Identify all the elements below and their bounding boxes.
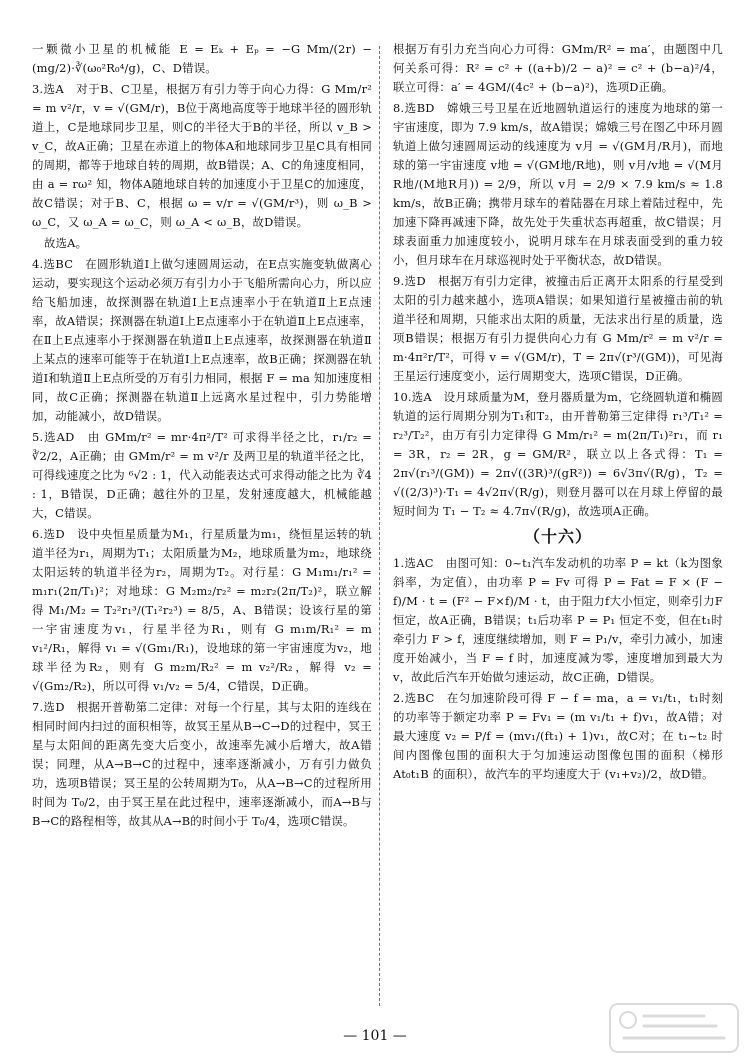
column-divider (379, 46, 380, 1006)
answer-6: 6.选D 设中央恒星质量为M₁，行星质量为m₁，绕恒星运转的轨道半径为r₁，周期为T₁；太阳质量为M₂，地球质量为m₂，地球绕太阳运转的轨道半径为r₂，周期为T₂。对行星：G M₁m₁/r₁² = m₁r₁(2π/T₁)²；对地球：G M₂m₂/r₂² = m₂r₂(2π/T₂)²，联立解得 M₁/M₂ = T₂²r₁³/(T₁²r₂³) = 8/5，A、B错误；设该行星的第一宇宙速度为v₁，行星半径为R₁，则有 G m₁m/R₁² = m v₁²/R₁，解得 v₁ = √(Gm₁/R₁)，设地球的第一宇宙速度为v₂，地球半径为R₂，则有 G m₂m/R₂² = m v₂²/R₂，解得 v₂ = √(Gm₂/R₂)，所以可得 v₁/v₂ = 5/4，C错误，D正确。 (32, 527, 372, 693)
answer-16-2: 2.选BC 在匀加速阶段可得 F − f = ma，a = v₁/t₁，t₁时刻的功率等于额定功率 P = Fv₁ = (m v₁/t₁ + f)v₁，故A错；对最大速度 v₂ = P/f = (mv₁/(ft₁) + 1)v₁，故C对；在 t₁~t₂ 时间内图像包围的面积大于匀加速运动图像包围的面积（梯形 At₀t₁B 的面积），故汽车的平均速度大于 (v₁+v₂)/2，故D错。 (393, 691, 723, 781)
answer-3-conclusion: 故选A。 (44, 236, 88, 250)
right-column (393, 40, 723, 786)
answer-2-continuation: 一颗微小卫星的机械能 E = Eₖ + Eₚ = −G Mm/(2r) − (mg/2)·∛(ω₀²R₀⁴/g)，C、D错误。 (32, 42, 372, 75)
answer-7: 7.选D 根据开普勒第二定律：对每一个行星，其与太阳的连线在相同时间内扫过的面积相等，故冥王星从B→C→D的过程中，冥王星与太阳间的距离先变大后变小，故速率先减小后增大，故A错误；同理，从A→B→C的过程中，速率逐渐减小，万有引力做负功，选项B错误；冥王星的公转周期为T₀，从A→B→C的过程所用时间为 T₀/2，由于冥王星在此过程中，速率逐渐减小，而A→B与B→C的路程相等，故其从A→B的时间小于 T₀/4，选项C错误。 (32, 700, 372, 828)
watermark-logo (608, 1000, 740, 1056)
answer-4: 4.选BC 在圆形轨道Ⅰ上做匀速圆周运动，在E点实施变轨做离心运动，要实现这个运动必须万有引力小于飞船所需向心力，所以应给飞船加速，故探测器在轨道Ⅰ上E点速率小于在轨道Ⅱ上E点速率，故A错误；探测器在轨道Ⅰ上E点速率小于在轨道Ⅱ上E点速率，在Ⅱ上E点速率小于探测器在轨道Ⅱ上E点速率，故探测器在轨道Ⅱ上某点的速率可能等于在轨道Ⅰ上E点速率，故B正确；探测器在轨道Ⅰ和轨道Ⅱ上E点所受的万有引力相同，根据 F = ma 知加速度相同，故C正确；探测器在轨道Ⅱ上远离水星过程中，引力势能增加，动能减小，故D错误。 (32, 257, 372, 423)
section-heading: （十六） (523, 527, 592, 546)
answer-5: 5.选AD 由 GMm/r² = mr·4π²/T² 可求得半径之比，r₁/r₂ = ∛2/2，A正确；由 GMm/r² = m v²/r 及两卫星的轨道半径之比，可得线速度之比为 ⁶√2 : 1，代入动能表达式可求得动能之比为 ∛4 : 1，B错误，D正确；越往外的卫星，发射速度越大，机械能越大，C错误。 (32, 430, 372, 520)
answer-10: 10.选A 设月球质量为M，登月器质量为m，它绕圆轨道和椭圆轨道的运行周期分别为T₁和T₂，由开普勒第三定律得 r₁³/T₁² = r₂³/T₂²，由万有引力定律得 G Mm/r₁² = m(2π/T₁)²r₁，而 r₁ = 3R，r₂ = 2R，g = GM/R²，联立以上各式得：T₁ = 2π√(r₁³/(GM)) = 2π√((3R)³/(gR²)) = 6√3π√(R/g)，T₂ = √((2/3)³)·T₁ = 4√2π√(R/g)，则登月器可以在月球上停留的最短时间为 T₁ − T₂ ≈ 4.7π√(R/g)，故选项A正确。 (393, 390, 723, 518)
answer-16-1: 1.选AC 由图可知：0~t₁汽车发动机的功率 P = kt（k为图象斜率，为定值），由功率 P = Fv 可得 P = Fat = F × (F − f)/M · t = (F² − F×f)/M · t，由于阻力f大小恒定，则牵引力F恒定，故A正确，B错误；t₁后功率 P = P₁ 恒定不变，但在t₁时牵引力 F > f，速度继续增加，则 F = P₁/v，牵引力减小，加速度开始减小，当 F = f 时，加速度减为零，速度增加到最大为v，故此后汽车开始做匀速运动，故C正确，D错误。 (393, 556, 723, 684)
answer-7-continuation: 根据万有引力充当向心力可得：GMm/R² = ma′，由题图中几何关系可得：R² = c² + ((a+b)/2 − a)² = c² + (b−a)²/4，联立可得：a′ = 4GM/(4c² + (b−a)²)，选项D正确。 (393, 42, 723, 94)
answer-9: 9.选D 根据万有引力定律，被撞击后正离开太阳系的行星受到太阳的引力越来越小，选项A错误；如果知道行星被撞击前的轨道半径和周期，只能求出太阳的质量，无法求出行星的质量，选项B错误；根据万有引力提供向心力有 G Mm/r² = m v²/r = m·4π²r/T²，可得 v = √(GM/r)，T = 2π√(r³/(GM))，可见海王星运行速度变小，运行周期变大，选项C错误，D正确。 (393, 274, 723, 383)
answer-8: 8.选BD 嫦娥三号卫星在近地圆轨道运行的速度为地球的第一宇宙速度，即为 7.9 km/s，故A错误；嫦娥三号在图乙中环月圆轨道上做匀速圆周运动的线速度为 v月 = √(GM月/R月)，而地球的第一宇宙速度 v地 = √(GM地/R地)，则 v月/v地 = √(M月R地/(M地R月)) = 2/9，所以 v月 = 2/9 × 7.9 km/s ≈ 1.8 km/s，故B正确；携带月球车的着陆器在月球上着陆过程中，先加速下降再减速下降，故先处于失重状态再超重，故C错误；月球表面重力加速度较小，说明月球车在月球表面受到的重力较小，但月球车在月球巡视时处于平衡状态，故D错误。 (393, 101, 723, 267)
answer-3: 3.选A 对于B、C卫星，根据万有引力等于向心力得：G Mm/r² = m v²/r，v = √(GM/r)，B位于离地高度等于地球半径的圆形轨道上，C是地球同步卫星，则C的半径大于B的半径，所以 v_B > v_C，故A正确；卫星在赤道上的物体A和地球同步卫星C具有相同的周期，都等于地球自转的周期，故B错误；A、C的角速度相同，由 a = rω² 知，物体A随地球自转的加速度小于卫星C的加速度，故C错误；对于B、C，根据 ω = v/r = √(GM/r³)，则 ω_B > ω_C，又 ω_A = ω_C，则 ω_A < ω_B，故D错误。 (32, 82, 372, 229)
left-column (32, 40, 372, 833)
page-number: — 101 — (343, 1028, 407, 1044)
